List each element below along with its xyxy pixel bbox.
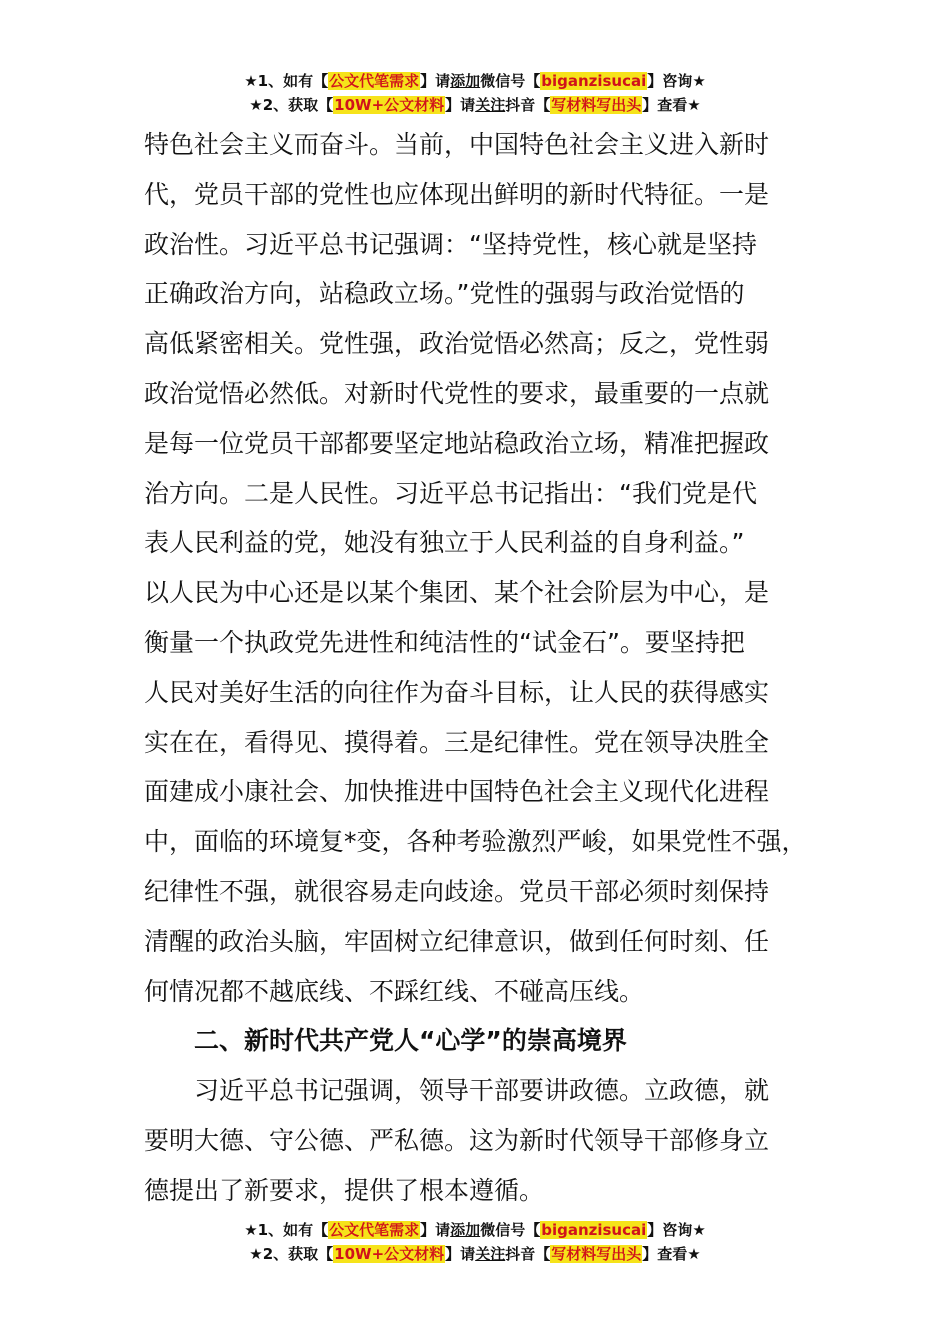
banner-text: 请	[460, 1245, 476, 1263]
header-banner	[0, 69, 950, 117]
body-line: 代，党员干部的党性也应体现出鲜明的新时代特征。一是	[144, 179, 770, 209]
star-icon: ★	[687, 96, 701, 114]
body-line: 中，面临的环境复*变，各种考验激烈严峻，如果党性不强，	[144, 827, 807, 857]
bracket: 【	[313, 1221, 329, 1239]
body-line: 是每一位党员干部都要坚定地站稳政治立场，精准把握政	[144, 428, 770, 458]
bracket: 】	[445, 1245, 461, 1263]
body-line: 政治性。习近平总书记强调：“坚持党性，核心就是坚持	[144, 229, 757, 259]
body-line: 衡量一个执政党先进性和纯洁性的“试金石”。要坚持把	[144, 627, 745, 657]
body-line: 治方向。二是人民性。习近平总书记指出：“我们党是代	[144, 478, 757, 508]
star-icon: ★	[249, 96, 263, 114]
bracket: 】	[642, 1245, 658, 1263]
star-icon: ★	[244, 72, 258, 90]
body-line: 正确政治方向，站稳政立场。”党性的强弱与政治觉悟的	[144, 279, 745, 309]
banner-line-2	[0, 93, 950, 117]
body-line: 习近平总书记强调，领导干部要讲政德。立政德，就	[194, 1076, 770, 1106]
highlight-douyin-account: 写材料写出头	[551, 1245, 642, 1263]
highlight-wechat-id: biganzisucai	[541, 1221, 647, 1239]
bracket: 【	[525, 72, 541, 90]
banner-text: 请	[435, 72, 451, 90]
star-icon: ★	[249, 1245, 263, 1263]
banner-emphasis: 关注	[475, 1245, 506, 1263]
footer-banner	[0, 1218, 950, 1266]
bracket: 【	[313, 72, 329, 90]
bracket: 【	[535, 1245, 551, 1263]
banner-text: 咨询	[662, 72, 693, 90]
body-line: 面建成小康社会、加快推进中国特色社会主义现代化进程	[144, 777, 770, 807]
body-line: 人民对美好生活的向往作为奋斗目标，让人民的获得感实	[144, 677, 770, 707]
banner-emphasis: 添加	[450, 1221, 481, 1239]
highlight-service: 公文代笔需求	[329, 1221, 420, 1239]
banner-text: 2、获取	[262, 96, 319, 114]
body-line: 实在在，看得见、摸得着。三是纪律性。党在领导决胜全	[144, 727, 770, 757]
banner-emphasis: 关注	[475, 96, 506, 114]
banner-line-1	[0, 69, 950, 93]
body-line: 清醒的政治头脑，牢固树立纪律意识，做到任何时刻、任	[144, 926, 770, 956]
banner-text: 微信号	[480, 72, 526, 90]
banner-line-2	[0, 1242, 950, 1266]
star-icon: ★	[692, 1221, 706, 1239]
star-icon: ★	[692, 72, 706, 90]
highlight-service: 公文代笔需求	[329, 72, 420, 90]
bracket: 】	[445, 96, 461, 114]
banner-text: 咨询	[662, 1221, 693, 1239]
body-line: 以人民为中心还是以某个集团、某个社会阶层为中心，是	[144, 578, 770, 608]
banner-text: 请	[435, 1221, 451, 1239]
star-icon: ★	[244, 1221, 258, 1239]
body-line: 特色社会主义而奋斗。当前，中国特色社会主义进入新时	[144, 130, 770, 159]
bracket: 】	[647, 72, 663, 90]
body-line: 何情况都不越底线、不踩红线、不碰高压线。	[144, 976, 645, 1006]
bracket: 】	[647, 1221, 663, 1239]
bracket: 】	[642, 96, 658, 114]
banner-text: 2、获取	[262, 1245, 319, 1263]
bracket: 】	[420, 72, 436, 90]
banner-text: 1、如有	[257, 72, 314, 90]
highlight-douyin-account: 写材料写出头	[551, 96, 642, 114]
banner-text: 微信号	[480, 1221, 526, 1239]
body-line: 高低紧密相关。党性强，政治觉悟必然高；反之，党性弱	[144, 329, 770, 359]
body-line: 表人民利益的党，她没有独立于人民利益的自身利益。”	[144, 528, 745, 558]
highlight-wechat-id: biganzisucai	[541, 72, 647, 90]
bracket: 【	[535, 96, 551, 114]
highlight-materials: 10W+公文材料	[334, 1245, 445, 1263]
banner-emphasis: 添加	[450, 72, 481, 90]
body-line: 政治觉悟必然低。对新时代党性的要求，最重要的一点就	[144, 378, 770, 408]
star-icon: ★	[687, 1245, 701, 1263]
banner-text: 请	[460, 96, 476, 114]
bracket: 【	[318, 1245, 334, 1263]
banner-text: 抖音	[505, 1245, 536, 1263]
banner-text: 抖音	[505, 96, 536, 114]
section-heading: 二、新时代共产党人“心学”的崇高境界	[194, 1026, 627, 1056]
document-body	[144, 120, 824, 1216]
banner-text: 查看	[657, 96, 688, 114]
body-line: 德提出了新要求，提供了根本遵循。	[144, 1175, 545, 1205]
bracket: 【	[525, 1221, 541, 1239]
highlight-materials: 10W+公文材料	[334, 96, 445, 114]
bracket: 【	[318, 96, 334, 114]
banner-text: 查看	[657, 1245, 688, 1263]
body-line: 要明大德、守公德、严私德。这为新时代领导干部修身立	[144, 1125, 770, 1155]
bracket: 】	[420, 1221, 436, 1239]
banner-text: 1、如有	[257, 1221, 314, 1239]
banner-line-1	[0, 1218, 950, 1242]
body-line: 纪律性不强，就很容易走向歧途。党员干部必须时刻保持	[144, 876, 770, 906]
